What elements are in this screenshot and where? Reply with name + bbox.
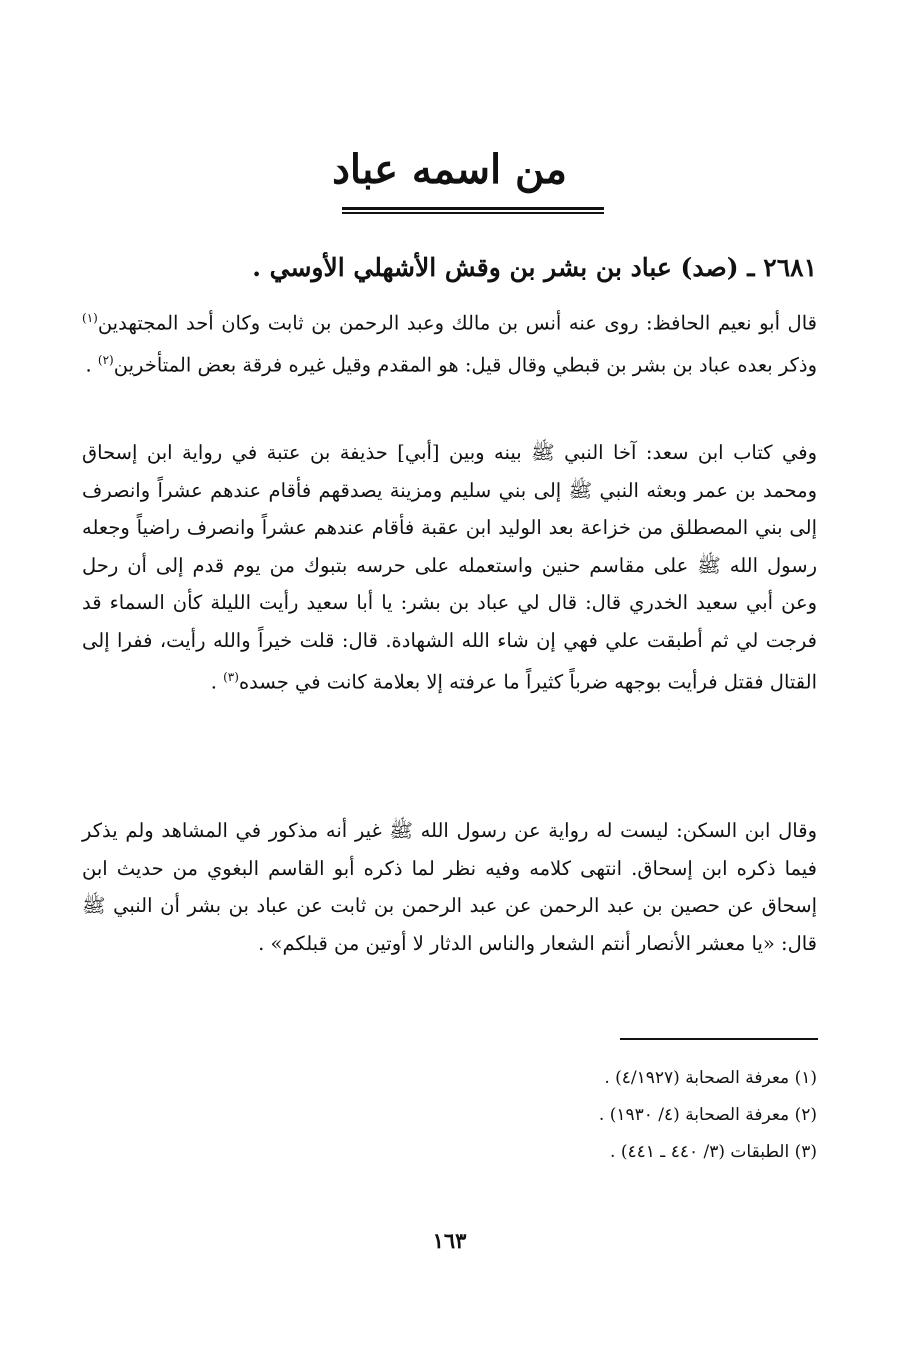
footnotes (82, 1060, 817, 1171)
footnote-marker: (١) (82, 311, 98, 325)
paragraph-ibn-saad (82, 434, 817, 701)
paragraph-text: قال أبو نعيم الحافظ: روى عنه أنس بن مالك وعبد الرحمن بن ثابت وكان أحد المجتهدين (97, 311, 817, 335)
footnote: (٣) الطبقات (٣/ ٤٤٠ ـ ٤٤١) . (610, 1142, 817, 1162)
paragraph-text: . (85, 353, 98, 377)
paragraph-text: . (210, 670, 224, 694)
title-underline-second (342, 212, 604, 214)
chapter-title: من اسمه عباد (332, 146, 567, 193)
entry-heading: ٢٦٨١ ـ (صد) عباد بن بشر بن وقش الأشهلي الأوسي . (252, 253, 817, 282)
footnote-marker: (٢) (97, 353, 114, 367)
paragraph-abu-nuaim (82, 300, 817, 384)
page-number: ١٦٣ (432, 1228, 467, 1253)
footnote-separator (620, 1038, 818, 1040)
footnote-marker: (٣) (223, 670, 239, 684)
paragraph-text: وذكر بعده عباد بن بشر بن قبطي وقال قيل: هو المقدم وقيل غيره فرقة بعض المتأخرين (113, 353, 817, 377)
paragraph-text: وقال ابن السكن: ليست له رواية عن رسول الله ﷺ غير أنه مذكور في المشاهد ولم يذكر فيما ذكره ابن إسحاق. انتهى كلامه وفيه نظر لما ذكره أبو القاسم البغوي من حديث ابن إسحاق عن حصين بن عبد الرحمن عن عبد الرحمن بن ثابت عن عباد بن بشر أن النبي ﷺ قال: «يا معشر الأنصار أنتم الشعار والناس الدثار لا أوتين من قبلكم» . (82, 819, 817, 955)
paragraph-text: وفي كتاب ابن سعد: آخا النبي ﷺ بينه وبين [أبي] حذيفة بن عتبة في رواية ابن إسحاق ومحمد بن عمر وبعثه النبي ﷺ إلى بني سليم ومزينة يصدقهم فأقام عندهم عشراً وانصرف إلى بني المصطلق من خزاعة بعد الوليد ابن عقبة فأقام عندهم عشراً وانصرف راضياً وجعله رسول الله ﷺ على مقاسم حنين واستعمله على حرسه بتبوك من يوم قدم إلى أن رحل وعن أبي سعيد الخدري قال: قال لي عباد بن بشر: يا أبا سعيد رأيت الليلة كأن السماء قد فرجت لي ثم أطبقت علي فهي إن شاء الله الشهادة. قال: قلت خيراً والله رأيت، ففرا إلى القتال فقتل فرأيت بوجهه ضرباً كثيراً ما عرفته إلا بعلامة كانت في جسده (82, 441, 817, 694)
title-underline (342, 207, 604, 210)
footnote: (١) معرفة الصحابة (٤/١٩٢٧) . (604, 1068, 817, 1088)
footnote: (٢) معرفة الصحابة (٤/ ١٩٣٠) . (598, 1105, 817, 1125)
paragraph-ibn-sakan (82, 812, 817, 962)
